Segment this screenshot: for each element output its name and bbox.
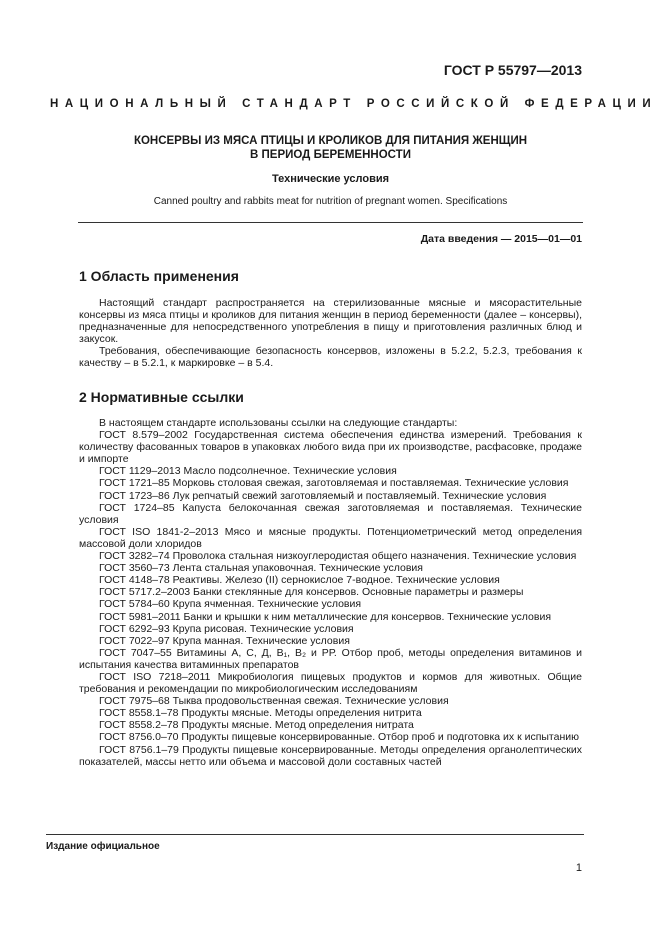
section-1-paragraph-1: Настоящий стандарт распространяется на стерилизованные мясные и мясорастительные консервы из мяса птицы и кроликов для питания женщин в период беременности (далее – консервы), предназначенные для непосредственного употребления в пищу и приготовления различных блюд и закусок. xyxy=(79,297,582,346)
section-1-body xyxy=(79,297,582,370)
reference-item: ГОСТ 8.579–2002 Государственная система обеспечения единства измерений. Требования к количеству фасованных товаров в упаковках любого вида при их производстве, расфасовке, продаже и импорте xyxy=(79,429,582,466)
reference-item: ГОСТ 1721–85 Морковь столовая свежая, заготовляемая и поставляемая. Технические условия xyxy=(99,477,569,490)
section-2-body xyxy=(79,417,582,768)
reference-item: ГОСТ 3560–73 Лента стальная упаковочная. Технические условия xyxy=(99,562,423,575)
document-id: ГОСТ Р 55797—2013 xyxy=(443,62,582,78)
section-2-heading: 2 Нормативные ссылки xyxy=(79,389,244,405)
section-1-paragraph-2: Требования, обеспечивающие безопасность консервов, изложены в 5.2.2, 5.2.3, требования к качеству – в 5.2.1, к маркировке – в 5.4. xyxy=(79,345,582,370)
reference-item: ГОСТ 5717.2–2003 Банки стеклянные для консервов. Основные параметры и размеры xyxy=(99,586,524,599)
reference-item: ГОСТ 7975–68 Тыква продовольственная свежая. Технические условия xyxy=(99,695,449,708)
document-subtitle: Технические условия xyxy=(271,173,390,185)
introduction-date: Дата введения — 2015—01—01 xyxy=(420,233,582,245)
reference-item: ГОСТ 8558.2–78 Продукты мясные. Метод определения нитрата xyxy=(99,719,414,732)
document-title xyxy=(60,134,601,162)
reference-item: ГОСТ 6292–93 Крупа рисовая. Технические условия xyxy=(99,622,354,635)
reference-item: ГОСТ 7047–55 Витамины А, С, Д, B₁, B₂ и РР. Отбор проб, методы определения витаминов и испытания качества витаминных препаратов xyxy=(79,646,582,671)
section-2-intro: В настоящем стандарте использованы ссылки на следующие стандарты: xyxy=(99,417,458,429)
edition-note: Издание официальное xyxy=(46,841,160,852)
reference-item: ГОСТ 1723–86 Лук репчатый свежий заготовляемый и поставляемый. Технические условия xyxy=(99,489,547,502)
title-line-2: В ПЕРИОД БЕРЕМЕННОСТИ xyxy=(250,149,411,161)
reference-item: ГОСТ 8558.1–78 Продукты мясные. Методы определения нитрита xyxy=(99,707,422,720)
reference-item: ГОСТ 3282–74 Проволока стальная низкоуглеродистая общего назначения. Технические условия xyxy=(99,550,577,563)
reference-item: ГОСТ ISO 7218–2011 Микробиология пищевых продуктов и кормов для животных. Общие требования и рекомендации по микробиологическим исследованиям xyxy=(79,670,582,696)
section-1-heading: 1 Область применения xyxy=(79,268,239,284)
reference-item: ГОСТ 8756.1–79 Продукты пищевые консервированные. Методы определения органолептических показателей, массы нетто или объема и массовой доли составных частей xyxy=(79,743,582,768)
reference-item: ГОСТ 5784–60 Крупа ячменная. Технические условия xyxy=(99,598,362,611)
reference-item: ГОСТ 5981–2011 Банки и крышки к ним металлические для консервов. Технические условия xyxy=(99,610,552,623)
reference-item: ГОСТ 1724–85 Капуста белокочанная свежая заготовляемая и поставляемая. Технические условия xyxy=(79,501,582,526)
reference-item: ГОСТ ISO 1841-2–2013 Мясо и мясные продукты. Потенциометрический метод определения массовой доли хлоридов xyxy=(79,525,582,550)
reference-item: ГОСТ 1129–2013 Масло подсолнечное. Технические условия xyxy=(99,465,397,478)
reference-item: ГОСТ 7022–97 Крупа манная. Технические условия xyxy=(99,634,350,647)
title-line-1: КОНСЕРВЫ ИЗ МЯСА ПТИЦЫ И КРОЛИКОВ ДЛЯ ПИТАНИЯ ЖЕНЩИН xyxy=(133,135,528,147)
reference-item: ГОСТ 4148–78 Реактивы. Железо (II) сернокислое 7-водное. Технические условия xyxy=(99,574,500,587)
english-title: Canned poultry and rabbits meat for nutrition of pregnant women. Specifications xyxy=(153,196,508,207)
page-number: 1 xyxy=(575,862,582,874)
footer-divider xyxy=(46,834,584,835)
national-standard-banner: НАЦИОНАЛЬНЫЙ СТАНДАРТ РОССИЙСКОЙ ФЕДЕРАЦИИ xyxy=(50,98,658,110)
header-divider xyxy=(78,222,583,223)
reference-item: ГОСТ 8756.0–70 Продукты пищевые консервированные. Отбор проб и подготовка их к испытанию xyxy=(99,731,579,744)
